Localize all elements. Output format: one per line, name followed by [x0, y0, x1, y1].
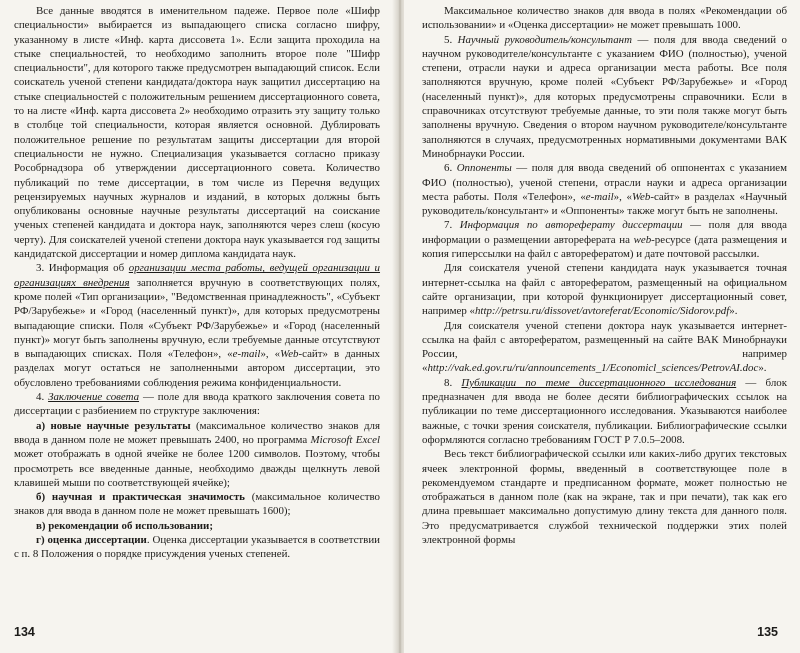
text-run: 3. Информация об [36, 262, 129, 275]
paragraph [14, 390, 380, 419]
text-run: (максимальное количество знаков для ввода в данном поле не может превышать 2400, но программа [14, 419, 380, 446]
paragraph [422, 218, 787, 261]
paragraph [422, 161, 787, 218]
text-run: может отображать в одной ячейке не более 1200 символов. Поэтому, чтобы просмотреть все введенные данные, необходимо дважды щелкнуть левой клавишей мыши по соответствующей ячейке); [14, 448, 380, 489]
text-run: -ресурсе (дата размещения и копия гиперссылки на файл с авторефератом) и дате почтовой рассылки. [422, 233, 787, 261]
text-run: в) рекомендации об использовании; [36, 519, 213, 532]
page-number: 135 [757, 625, 778, 639]
text-run: 5. [444, 33, 458, 46]
text-run: Публикации по теме диссертационного исследования [461, 376, 737, 389]
text-run: Максимальное количество знаков для ввода в полях «Рекомендации об использовании» и «Оценка диссертации» не может превышать 1000. [422, 5, 787, 32]
text-run: Информация по автореферату диссертации [459, 219, 683, 232]
text-run: e-mail [585, 190, 614, 203]
text-run: Заключение совета [48, 391, 140, 404]
right-page [404, 0, 800, 653]
text-run: Все данные вводятся в именительном падеже. Первое поле «Шифр специальности» выбирается из выпадающего списка согласно шифру, указанному в листе «Инф. карта диссовета 1». Если защита проходила на стыке специальностей, то необходимо заполнить второе поле "Шифр специальности", для которого также предусмотрен выпадающий список. Если соискатель ученой степени кандидата/доктора наук защитил диссертацию на стыке специальностей с положительным решением диссертационного совета, то на листе «Инф. карта диссовета 2» необходимо отразить эту защиту только в столбце той специальности, которая является основной. Дублировать положительное решение по результатам защиты диссертации для второй специальности не нужно. Специализация указывается согласно приказу Рособрнадзора об утверждении диссертационного совета. Количество публикаций по теме диссертации, в том числе из Перечня ведущих рецензируемых научных журналов и изданий, в которых должны быть опубликованы основные научные результаты диссертаций на соискание ученых степеней кандидата и доктора наук, заполняются через слеш (косую черту). Для соискателей ученой степени доктора наук указывается год защиты кандидатской диссертации и номер диплома кандидата наук. [14, 5, 380, 261]
text-run: . Оценка диссертации указывается в соответствии с п. 8 Положения о порядке присуждения ученых степеней. [14, 533, 380, 561]
text-run: 8. [444, 376, 462, 389]
text-run: — поля для ввода сведений об оппонентах с указанием ФИО (полностью), ученой степени, отрасли науки и адреса организации места работы. Поля «Телефон», « [422, 162, 787, 203]
text-run: », « [613, 190, 632, 203]
paragraph [422, 376, 787, 447]
text-run: -сайт» в данных разделах могут остаться не заполненными автором диссертации, это обусловлено требованиями соблюдения режима конфиденциальности. [14, 348, 380, 389]
text-run: Web [631, 190, 651, 203]
text-run: 6. [444, 162, 457, 175]
text-run: Для соискателя ученой степени доктора наук указывается интернет-ссылка на файл с авторефератом, размещенный на сайте ВАК Минобрнауки России, например « [422, 319, 787, 375]
text-run: — поля для ввода информации о размещении автореферата на [422, 219, 787, 246]
text-run: web [633, 233, 652, 246]
text-run: г) оценка диссертации [36, 533, 147, 546]
paragraph [14, 261, 380, 390]
paragraph [422, 33, 787, 162]
left-page [0, 0, 396, 653]
text-run: — поле для ввода краткого заключения совета по диссертации с разбиением по структуре заключения: [14, 391, 380, 418]
text-run: — поля для ввода сведений о научном руководителе/консультанте с указанием ФИО (полностью), ученой степени, отрасли науки и адреса организации места работы. Все поля заполняются вручную, кроме полей «Субъект РФ/Зарубежье» и «Город (населенный пункт)», для которых предусмотрены справочники. Если в справочниках отсутствуют требуемые данные, то эти поля также могут быть заполнены вручную. Сведения о втором научном руководителе/консультанте заполняются в случаях, предусмотренных нормативными документами ВАК Минобрнауки России. [422, 33, 788, 160]
text-run: организации места работы, ведущей организации и организациях внедрения [14, 262, 381, 289]
text-run: e-mail [232, 348, 261, 361]
paragraph [14, 533, 380, 562]
paragraph [14, 519, 380, 533]
text-run: б) научная и практическая значимость [36, 491, 245, 504]
text-run: ». [758, 362, 767, 375]
paragraph [14, 419, 380, 490]
text-run: 4. [36, 391, 49, 404]
text-run: Весь текст библиографической ссылки или каких-либо других текстовых ячеек электронной формы, введенный в соответствующее поле в рекомендуемом стандарте и предписанном формате, может полностью не отображаться в данном поле (как на экране, так и при печати), так как его длина превышает максимально допустимую длину текста для данного поля. Это предусматривается службой технической поддержки этих полей электронной формы [422, 448, 787, 546]
text-run: (максимальное количество знаков для ввода в данном поле не может превышать 1600); [14, 491, 380, 518]
text-run: Оппоненты [456, 162, 512, 175]
paragraph [422, 261, 787, 318]
text-run: заполняется вручную в соответствующих полях, кроме полей «Тип организации», "Ведомственная принадлежность", «Субъект РФ/Зарубежье» и «Город (населенный пункт)», для которых предусмотрены выпадающие списки. Поля «Субъект РФ/Зарубежье» и «Город (населенный пункт)» могут быть заполнены вручную, если требуемые данные отсутствуют в выпадающих списках. Поля «Телефон», « [14, 276, 380, 361]
text-run: Microsoft Excel [310, 433, 380, 446]
text-run: 7. [444, 219, 460, 232]
paragraph [422, 319, 787, 376]
text-run: http://petrsu.ru/dissovet/avtoreferat/Economic/Sidorov.pdf [474, 305, 730, 318]
right-page-body [422, 4, 787, 547]
text-run: -сайт» в разделах «Научный руководитель/консультант» и «Оппоненты» также могут быть не заполнены. [422, 190, 788, 218]
left-page-body [14, 4, 380, 562]
text-run: Для соискателя ученой степени кандидата наук указывается точная интернет-ссылка на файл с авторефератом, размещенный на официальном сайте организации, при которой функционирует диссертационный совет, например « [422, 262, 787, 318]
text-run: Научный руководитель/консультант [457, 33, 632, 46]
paragraph [422, 4, 787, 33]
text-run: — блок предназначен для ввода не более десяти библиографических ссылок на публикации по теме диссертационного исследования. Указываются наиболее важные, с точки зрения соискателя, публикации. Библиографические ссылки оформляются согласно требованиям ГОСТ Р 7.0.5–2008. [422, 376, 787, 446]
page-number: 134 [14, 625, 35, 639]
text-run: http://vak.ed.gov.ru/ru/announcements_1/Economicl_sciences/PetrovAI.doc [427, 362, 759, 375]
text-run: а) новые научные результаты [36, 419, 191, 432]
text-run: ». [729, 305, 738, 318]
text-run: », « [260, 348, 281, 361]
text-run: Web [280, 348, 299, 361]
paragraph [14, 490, 380, 519]
paragraph [14, 4, 380, 261]
paragraph [422, 447, 787, 547]
